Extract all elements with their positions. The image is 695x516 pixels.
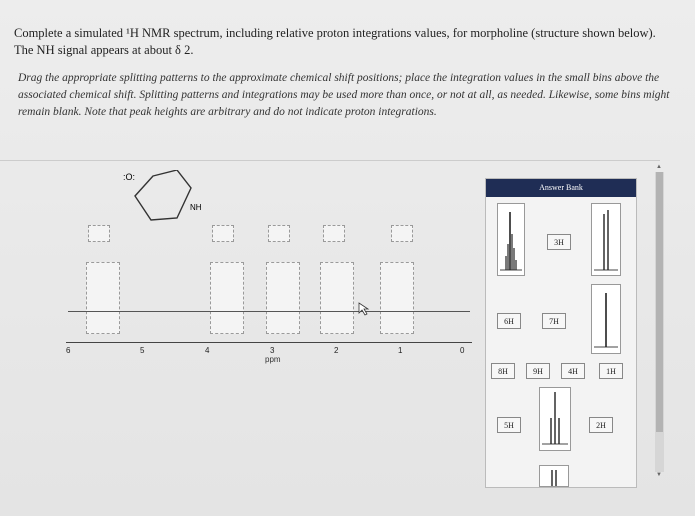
- splitting-pattern-tile-3[interactable]: [591, 284, 621, 354]
- splitting-pattern-tile-4[interactable]: [539, 387, 571, 451]
- instructions-text: Drag the appropriate splitting patterns to the approximate chemical shift positions; place the integration values in the small bins above the associated chemical shift. Splitting patterns and integrations may be used more than once, or not at all, as needed. Likewise, some bins might remain blank. Note that peak heights are arbitrary and do not indicate proton integrations.: [18, 72, 670, 118]
- tick-label: 1: [398, 346, 403, 355]
- tick-label: 0: [460, 346, 465, 355]
- ppm-axis: [66, 342, 472, 343]
- spectrum-baseline: [68, 311, 470, 312]
- doublet-partial-icon: [540, 466, 568, 486]
- integration-chip-5h[interactable]: 5H: [497, 417, 521, 433]
- integration-bin-4[interactable]: [323, 225, 345, 242]
- splitting-pattern-tile-5[interactable]: [539, 465, 569, 487]
- tick-label: 6: [66, 346, 71, 355]
- pattern-bin-3[interactable]: [266, 262, 300, 334]
- integration-chip-3h[interactable]: 3H: [547, 234, 571, 250]
- integration-chip-2h[interactable]: 2H: [589, 417, 613, 433]
- singlet-icon: [592, 285, 620, 353]
- morpholine-structure: [115, 170, 215, 240]
- nh-label: NH: [190, 203, 202, 212]
- divider: [0, 160, 660, 161]
- oxygen-label: :O:: [123, 172, 136, 182]
- scrollbar-thumb[interactable]: [656, 172, 663, 432]
- axis-unit-label: ppm: [265, 355, 281, 364]
- scroll-up-icon[interactable]: ▲: [656, 164, 662, 170]
- question-text: [14, 25, 684, 59]
- ring: [135, 170, 191, 220]
- pattern-bin-4[interactable]: [320, 262, 354, 334]
- splitting-pattern-tile-2[interactable]: [591, 203, 621, 276]
- question-line-1: Complete a simulated ¹H NMR spectrum, including relative proton integrations values, for morpholine (structure shown below).: [14, 26, 656, 40]
- answer-bank: [485, 178, 637, 488]
- integration-chip-4h[interactable]: 4H: [561, 363, 585, 379]
- pattern-bin-2[interactable]: [210, 262, 244, 334]
- doublet-icon: [592, 204, 620, 275]
- integration-chip-1h[interactable]: 1H: [599, 363, 623, 379]
- integration-chip-9h[interactable]: 9H: [526, 363, 550, 379]
- integration-bin-1[interactable]: [88, 225, 110, 242]
- integration-chip-7h[interactable]: 7H: [542, 313, 566, 329]
- pattern-bin-1[interactable]: [86, 262, 120, 334]
- tick-label: 3: [270, 346, 275, 355]
- triplet-icon: [540, 388, 570, 450]
- pattern-bin-5[interactable]: [380, 262, 414, 334]
- multiplet-icon: [498, 204, 524, 275]
- integration-bin-5[interactable]: [391, 225, 413, 242]
- mouse-cursor-icon: [358, 302, 370, 316]
- splitting-pattern-tile-1[interactable]: [497, 203, 525, 276]
- answer-bank-title: Answer Bank: [486, 179, 636, 197]
- tick-label: 2: [334, 346, 339, 355]
- integration-bin-2[interactable]: [212, 225, 234, 242]
- integration-chip-8h[interactable]: 8H: [491, 363, 515, 379]
- scroll-down-icon[interactable]: ▼: [656, 472, 662, 478]
- integration-chip-6h[interactable]: 6H: [497, 313, 521, 329]
- integration-bin-3[interactable]: [268, 225, 290, 242]
- tick-label: 5: [140, 346, 145, 355]
- tick-label: 4: [205, 346, 210, 355]
- question-line-2: The NH signal appears at about δ 2.: [14, 43, 194, 57]
